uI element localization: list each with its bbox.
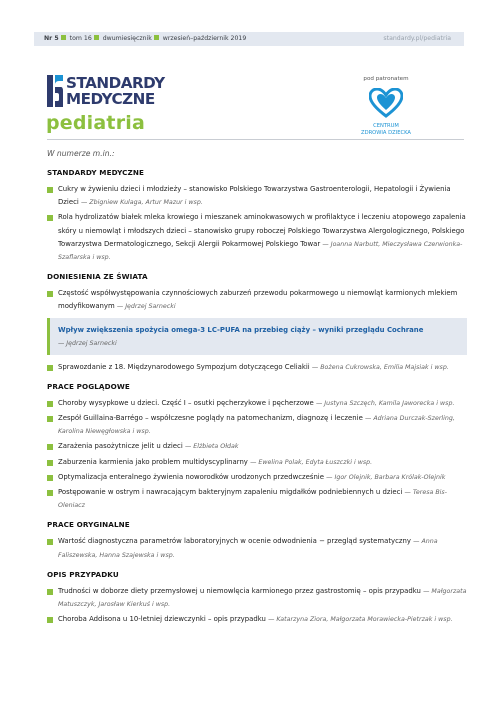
bullet-square-icon [47, 490, 53, 496]
bullet-square-icon [47, 187, 53, 193]
section-heading: OPIS PRZYPADKU [47, 569, 119, 579]
article-title: Częstość współwystępowania czynnościowych zaburzeń przewodu pokarmowego u niemowląt karmionych mlekiem modyfikowanym [58, 289, 458, 311]
patronage-label: pod patronatem [363, 76, 409, 82]
article-item[interactable] [47, 585, 467, 611]
article-item[interactable] [47, 412, 467, 438]
article-item[interactable] [47, 613, 467, 626]
article-title: Trudności w doborze diety przemysłowej u niemowlęcia karmionego przez gastrostomię – opis przypadku [58, 586, 421, 595]
article-authors: — Justyna Szczęch, Kamila Jaworecka i wsp. [315, 399, 455, 407]
bullet-square-icon [154, 35, 159, 40]
journal-subtitle: pediatria [46, 112, 146, 134]
section-heading: STANDARDY MEDYCZNE [47, 168, 144, 177]
article-title: Zaburzenia karmienia jako problem multidyscyplinarny [58, 457, 248, 466]
journal-url[interactable]: standardy.pl/pediatria [383, 35, 451, 42]
article-authors: — Joanna Narbutt, Mieczysława Czerwionka-Szaflarska i wsp. [58, 240, 463, 262]
highlighted-article-title: Wpływ zwiększenia spożycia omega-3 LC-PUFA na przebieg ciąży – wyniki przeglądu Cochrane [58, 325, 424, 334]
patronage-org-line1: CENTRUM [373, 123, 399, 129]
logo-line-standardy: STANDARDY [66, 74, 165, 92]
issue-volume: tom 16 [69, 35, 92, 42]
article-authors: — Bożena Cukrowska, Emilia Majsiak i wsp. [311, 363, 449, 371]
article-authors: — Elżbieta Ołdak [184, 443, 239, 451]
article-item[interactable] [47, 211, 467, 264]
article-title: Sprawozdanie z 18. Międzynarodowego Sympozjum dotyczącego Celiakii [58, 362, 310, 371]
article-item[interactable] [47, 471, 467, 484]
article-authors: — Teresa Bis-Oleniacz [58, 489, 447, 510]
bullet-square-icon [47, 589, 53, 595]
article-authors: — Jędrzej Sarnecki [116, 303, 176, 311]
article-item[interactable] [47, 397, 467, 410]
highlighted-article[interactable] [47, 318, 467, 355]
bullet-square-icon [47, 365, 53, 371]
bullet-square-icon [47, 460, 53, 466]
article-title: Cukry w żywieniu dzieci i młodzieży – stanowisko Polskiego Towarzystwa Gastroenterologii, Hepatologii i Żywienia Dzieci [58, 185, 451, 207]
article-item[interactable] [47, 456, 467, 469]
patronage-org-line2: ZDROWIA DZIECKA [361, 130, 411, 137]
issue-date: wrzesień–październik 2019 [162, 35, 247, 42]
article-title: Wartość diagnostyczna parametrów laboratoryjnych w ocenie odwodnienia − przegląd systematyczny [58, 537, 411, 546]
bullet-square-icon [47, 401, 53, 407]
article-authors: — Ewelina Polak, Edyta Łuszczki i wsp. [250, 458, 373, 466]
bullet-square-icon [61, 35, 66, 40]
article-item[interactable] [47, 361, 467, 374]
journal-logo [47, 75, 207, 111]
article-item[interactable] [47, 440, 467, 453]
article-item[interactable] [47, 183, 467, 209]
article-authors: — Zbigniew Kulaga, Artur Mazur i wsp. [80, 199, 203, 207]
toc-intro: W numerze m.in.: [47, 149, 115, 158]
logo-s-mark-icon [47, 75, 63, 107]
article-authors: — Igor Olejnik, Barbara Królak-Olejnik [326, 473, 446, 481]
article-authors: — Małgorzata Matuszczyk, Jarosław Kierkuś i wsp. [58, 587, 467, 609]
article-title: Zespół Guillaina-Barrégo – współczesne poglądy na patomechanizm, diagnozę i leczenie [58, 414, 363, 423]
article-title: Optymalizacja enteralnego żywienia noworodków urodzonych przedwcześnie [58, 472, 324, 481]
bullet-square-icon [47, 416, 53, 422]
article-title: Choroby wysypkowe u dzieci. Część I – osutki pęcherzykowe i pęcherzowe [58, 398, 314, 407]
article-item[interactable] [47, 535, 467, 561]
article-item[interactable] [47, 486, 467, 512]
issue-number: Nr 5 [44, 35, 59, 42]
czd-heart-logo-icon [369, 88, 403, 118]
article-authors: — Adriana Durczak-Szerling, Karolina Niewęgłowska i wsp. [58, 415, 455, 436]
bullet-square-icon [47, 617, 53, 623]
logo-line-medyczne: MEDYCZNE [66, 90, 155, 108]
article-authors: — Katarzyna Ziora, Małgorzata Morawiecka-Pietrzak i wsp. [268, 616, 453, 624]
article-item[interactable] [47, 287, 467, 313]
issue-info-bar [34, 32, 464, 46]
table-of-contents [47, 149, 467, 628]
header-divider [47, 139, 464, 140]
article-title: Postępowanie w ostrym i nawracającym bakteryjnym zapaleniu migdałków podniebiennych u dzieci [58, 488, 403, 497]
bullet-square-icon [47, 475, 53, 481]
section-heading: PRACE ORYGINALNE [47, 520, 130, 530]
bullet-square-icon [47, 291, 53, 297]
patronage-block [356, 76, 416, 136]
bullet-square-icon [47, 539, 53, 545]
bullet-square-icon [94, 35, 99, 40]
article-title: Zarażenia pasożytnicze jelit u dzieci [58, 442, 183, 451]
bullet-square-icon [47, 444, 53, 450]
section-heading: PRACE POGLĄDOWE [47, 381, 130, 391]
article-title: Choroba Addisona u 10-letniej dziewczynki – opis przypadku [58, 615, 266, 624]
article-authors: — Anna Faliszewska, Hanna Szajewska i wsp. [58, 538, 438, 559]
highlighted-article-authors: — Jędrzej Sarnecki [58, 339, 117, 347]
section-heading: DONIESIENIA ZE ŚWIATA [47, 272, 148, 282]
article-title: Rola hydrolizatów białek mleka krowiego i mieszanek aminokwasowych w profilaktyce i leczeniu atopowego zapalenia skóry u niemowląt i młodszych dzieci – stanowisko grupy roboczej Polskiego Towarzystwa Alergologicznego, Polskiego Towarzystwa Dermatologicznego, Sekcji Alergii Pokarmowej Polskiego Towar [58, 213, 466, 248]
issue-frequency: dwumiesięcznik [102, 35, 152, 42]
bullet-square-icon [47, 215, 53, 221]
